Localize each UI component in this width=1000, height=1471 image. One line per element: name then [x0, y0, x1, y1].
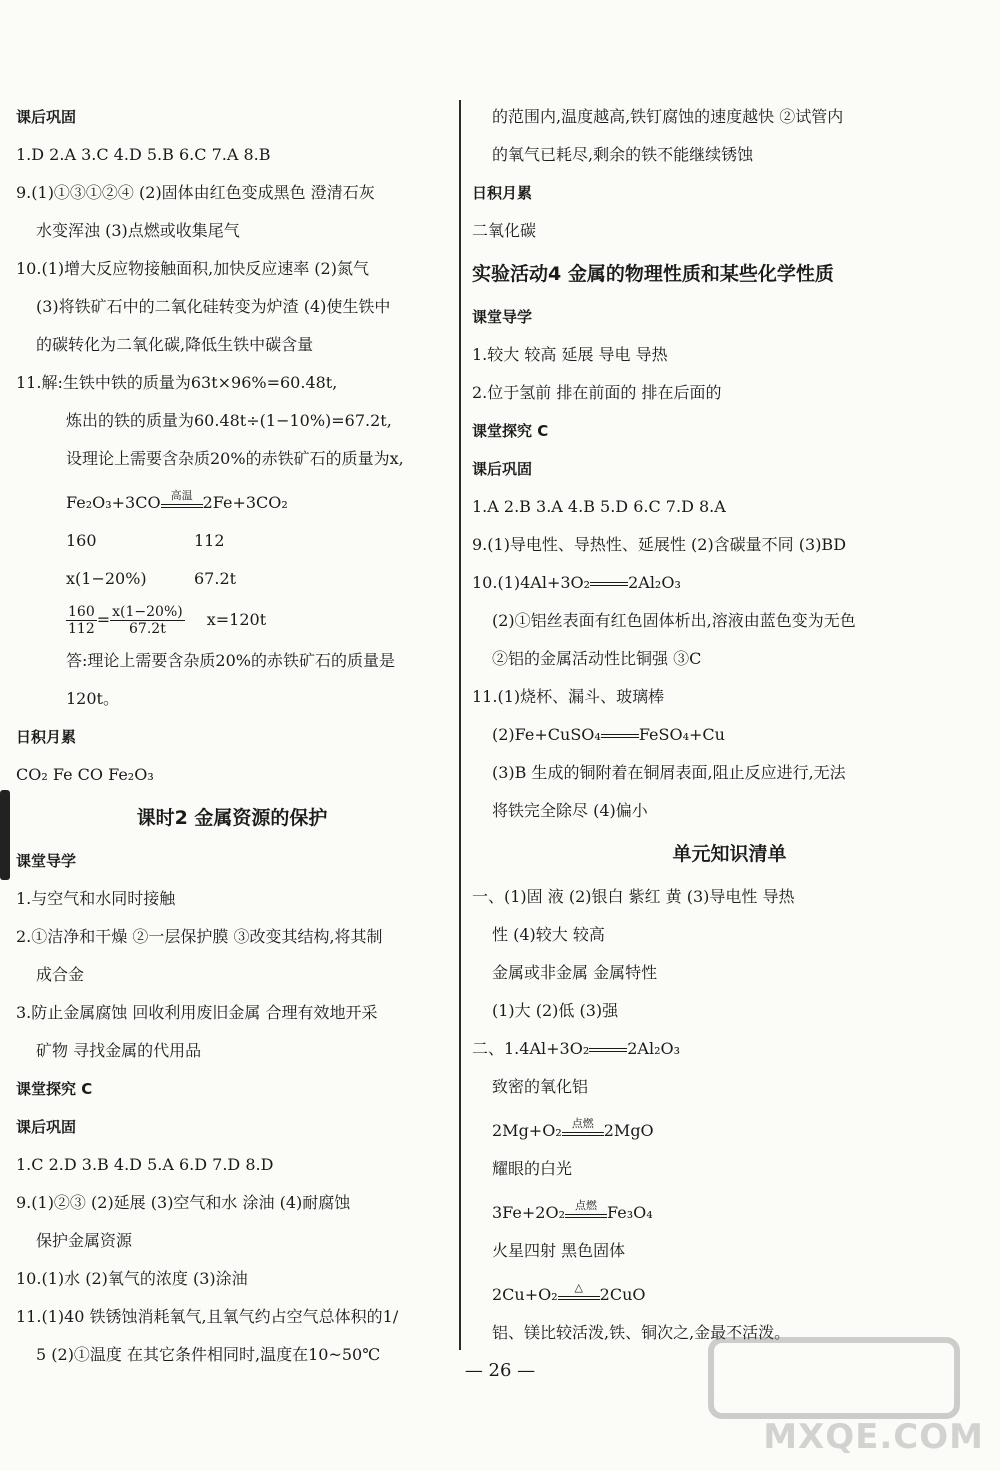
fraction: $\frac{x(1-20\%)}{67.2t}$ [112, 604, 183, 637]
chemical-equation: 2Mg+O₂ 点燃 2MgO [492, 1117, 654, 1140]
answer-line: 3.防止金属腐蚀 回收利用废旧金属 合理有效地开采 [16, 1003, 378, 1022]
activity-title: 实验活动4 金属的物理性质和某些化学性质 [472, 263, 834, 285]
section-heading-explore: 课堂探究 C [16, 1080, 93, 1098]
answer-line: 1.D 2.A 3.C 4.D 5.B 6.C 7.A 8.B [16, 145, 271, 164]
mass-value: 160 [66, 531, 97, 550]
answer-line: 炼出的铁的质量为60.48t÷(1−10%)=67.2t, [66, 411, 392, 430]
answer-line: 水变浑浊 (3)点燃或收集尾气 [36, 221, 240, 240]
section-heading-daily: 日积月累 [16, 728, 77, 746]
answer-line: 的氧气已耗尽,剩余的铁不能继续锈蚀 [492, 145, 754, 164]
answer-line: 二氧化碳 [472, 221, 537, 240]
answer-line: 设理论上需要含杂质20%的赤铁矿石的质量为x, [66, 449, 404, 468]
answer-line: (3)B 生成的铜附着在铜屑表面,阻止反应进行,无法 [492, 763, 846, 782]
answer-line: 5 (2)①温度 在其它条件相同时,温度在10~50℃ [36, 1345, 381, 1364]
equation-condition [161, 489, 203, 508]
answer-line: 9.(1)②③ (2)延展 (3)空气和水 涂油 (4)耐腐蚀 [16, 1193, 351, 1212]
answer-line: 10.(1)增大反应物接触面积,加快反应速率 (2)氮气 [16, 259, 369, 278]
lesson-title: 课时2 金属资源的保护 [136, 807, 328, 829]
answer-line: CO₂ Fe CO Fe₂O₃ [16, 765, 154, 784]
mass-value: x(1−20%) [66, 569, 147, 588]
watermark-text: MXQE.COM [763, 1417, 984, 1457]
answer-line: 的范围内,温度越高,铁钉腐蚀的速度越快 ②试管内 [492, 107, 844, 126]
answer-line: (2)①铝丝表面有红色固体析出,溶液由蓝色变为无色 [492, 611, 856, 630]
mass-row [16, 522, 448, 560]
chemical-equation [16, 484, 448, 522]
answer-line: 耀眼的白光 [492, 1159, 573, 1178]
answer-line: 1.C 2.D 3.B 4.D 5.A 6.D 7.D 8.D [16, 1155, 274, 1174]
answer-line: 1.A 2.B 3.A 4.B 5.D 6.C 7.D 8.A [472, 497, 726, 516]
section-heading-after-class-2: 课后巩固 [16, 1118, 77, 1136]
answer-line: 答:理论上需要含杂质20%的赤铁矿石的质量是 [66, 651, 395, 670]
section-heading-daily: 日积月累 [472, 184, 533, 202]
answer-line: 铝、镁比较活泼,铁、铜次之,金最不活泼。 [492, 1323, 791, 1342]
condition-label: 高温 [170, 489, 193, 502]
proportion-row: $\frac{160}{112}$ = $\frac{x(1-20\%)}{67.2t}$ x=120t [68, 604, 267, 637]
chemical-equation: (2)Fe+CuSO₄ FeSO₄+Cu [492, 725, 725, 744]
answer-line: 11.解:生铁中铁的质量为63t×96%=60.48t, [16, 373, 338, 392]
mass-row [16, 560, 448, 598]
answer-line: 10.(1)水 (2)氧气的浓度 (3)涂油 [16, 1269, 248, 1288]
mass-value: 112 [194, 531, 225, 550]
unit-title: 单元知识清单 [672, 843, 787, 865]
answer-line: 一、(1)固 液 (2)银白 紫红 黄 (3)导电性 导热 [472, 887, 795, 906]
section-heading-guide: 课堂导学 [472, 308, 533, 326]
answer-line: 性 (4)较大 较高 [492, 925, 605, 944]
left-column [16, 98, 448, 1374]
answer-line: 矿物 寻找金属的代用品 [36, 1041, 202, 1060]
section-heading-after-class-1: 课后巩固 [16, 108, 77, 126]
section-heading-guide: 课堂导学 [16, 852, 77, 870]
fraction: $\frac{160}{112}$ [68, 604, 95, 637]
section-heading-explore: 课堂探究 C [472, 422, 549, 440]
answer-line: 火星四射 黑色固体 [492, 1241, 626, 1260]
chemical-equation: 3Fe+2O₂ 点燃 Fe₃O₄ [492, 1199, 653, 1222]
answer-line: 11.(1)40 铁锈蚀消耗氧气,且氧气约占空气总体积的1/ [16, 1307, 399, 1326]
answer-line: 11.(1)烧杯、漏斗、玻璃棒 [472, 687, 665, 706]
answer-line: 1.与空气和水同时接触 [16, 889, 176, 908]
answer-line: 9.(1)①③①②④ (2)固体由红色变成黑色 澄清石灰 [16, 183, 375, 202]
answer-line: 的碳转化为二氧化碳,降低生铁中碳含量 [36, 335, 314, 354]
equation-reactants: Fe₂O₃+3CO [66, 493, 161, 512]
answer-line: ②铝的金属活动性比铜强 ③C [492, 649, 702, 668]
answer-line: 致密的氧化铝 [492, 1077, 589, 1096]
answer-line: 1.较大 较高 延展 导电 导热 [472, 345, 668, 364]
answer-line: 将铁完全除尽 (4)偏小 [492, 801, 648, 820]
answer-line: 9.(1)导电性、导热性、延展性 (2)含碳量不同 (3)BD [472, 535, 847, 554]
answer-line: 成合金 [36, 965, 85, 984]
result: x=120t [206, 610, 267, 629]
right-column [472, 98, 987, 1352]
watermark [700, 1337, 990, 1457]
scan-edge-mark [0, 790, 10, 880]
answer-line: 120t。 [66, 689, 119, 708]
answer-line: (3)将铁矿石中的二氧化硅转变为炉渣 (4)使生铁中 [36, 297, 391, 316]
chemical-equation: 二、1.4Al+3O₂ 2Al₂O₃ [472, 1039, 681, 1058]
page-number: — 26 — [464, 1360, 536, 1381]
watermark-logo-icon [708, 1337, 960, 1419]
answer-line: 金属或非金属 金属特性 [492, 963, 658, 982]
answer-line: 2.①洁净和干燥 ②一层保护膜 ③改变其结构,将其制 [16, 927, 383, 946]
section-heading-after-class: 课后巩固 [472, 460, 533, 478]
answer-line: 2.位于氢前 排在前面的 排在后面的 [472, 383, 722, 402]
chemical-equation: 10.(1)4Al+3O₂ 2Al₂O₃ [472, 573, 681, 592]
answer-line: 保护金属资源 [36, 1231, 133, 1250]
mass-value: 67.2t [194, 569, 237, 588]
equation-products: 2Fe+3CO₂ [202, 493, 288, 512]
column-divider [459, 100, 461, 1350]
chemical-equation: 2Cu+O₂ △ 2CuO [492, 1281, 646, 1304]
answer-line: (1)大 (2)低 (3)强 [492, 1001, 619, 1020]
